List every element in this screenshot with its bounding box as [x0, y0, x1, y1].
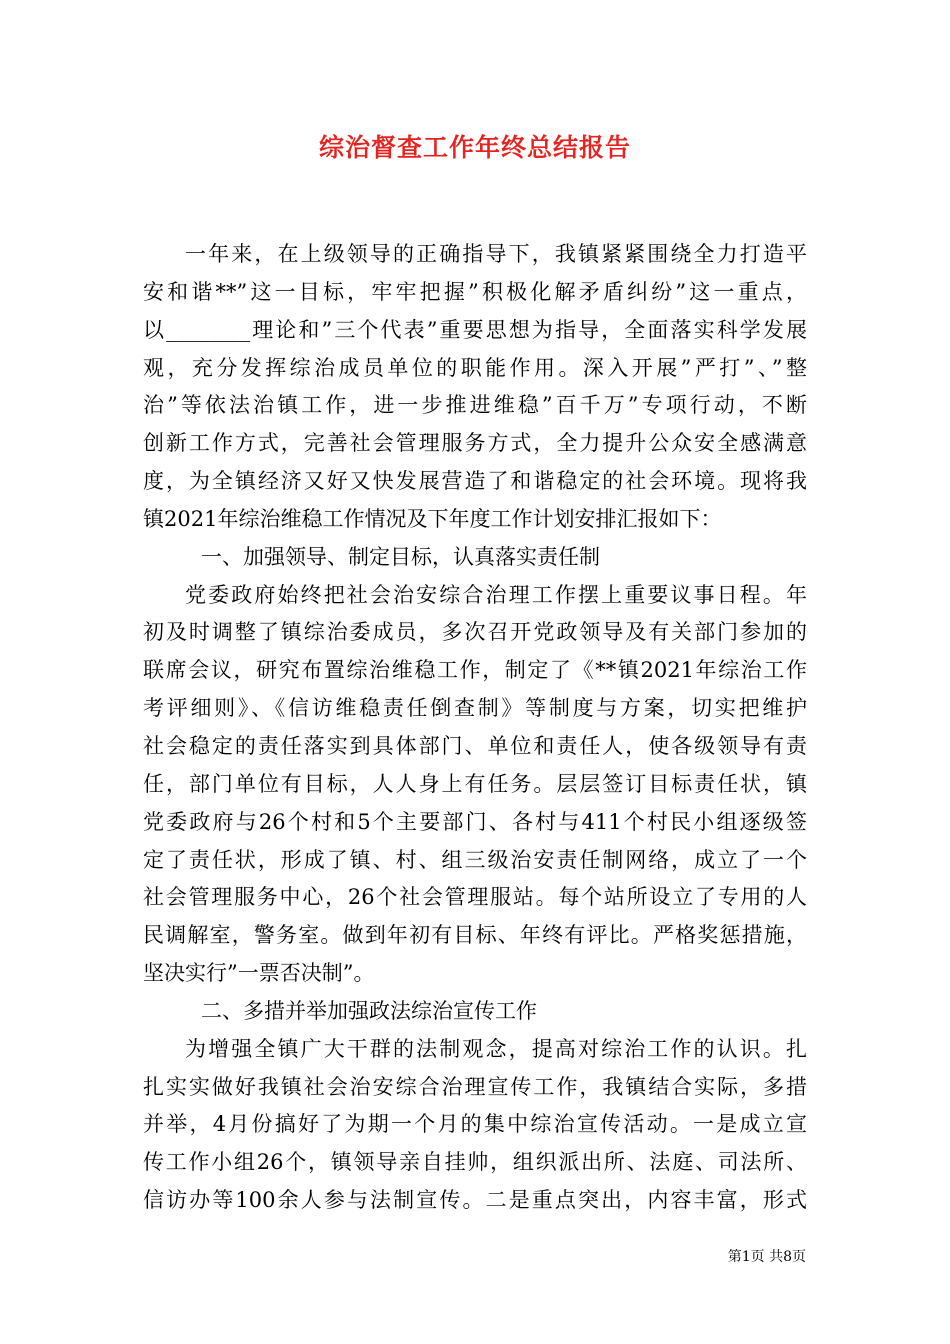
body-line: 社会稳定的责任落实到具体部门、单位和责任人，使各级领导有责: [143, 733, 807, 758]
body-line: 党委政府始终把社会治安综合治理工作摆上重要议事日程。年: [185, 582, 807, 607]
body-line: 考评细则》、《信访维稳责任倒查制》等制度与方案，切实把维护: [143, 696, 807, 721]
body-line: 并举，4月份搞好了为期一个月的集中综治宣传活动。一是成立宣: [143, 1112, 807, 1137]
body-line: 社会管理服务中心，26个社会管理服站。每个站所设立了专用的人: [143, 885, 807, 910]
body-line: 定了责任状，形成了镇、村、组三级治安责任制网络，成立了一个: [143, 847, 807, 872]
body-line: 扎实实做好我镇社会治安综合治理宣传工作，我镇结合实际，多措: [143, 1074, 807, 1099]
body-line: 初及时调整了镇综治委成员，多次召开党政领导及有关部门参加的: [143, 620, 807, 645]
document-title: 综治督查工作年终总结报告: [318, 133, 631, 162]
body-line: 为增强全镇广大干群的法制观念，提高对综治工作的认识。扎: [185, 1036, 807, 1061]
body-line: 传工作小组26个，镇领导亲自挂帅，组织派出所、法庭、司法所、: [143, 1150, 807, 1175]
body-line: 度，为全镇经济又好又快发展营造了和谐稳定的社会环境。现将我: [143, 469, 807, 494]
body-line: 治”等依法治镇工作，进一步推进维稳”百千万”专项行动，不断: [143, 393, 807, 418]
body-line: 信访办等100余人参与法制宣传。二是重点突出，内容丰富，形式: [143, 1188, 807, 1213]
document-body: [143, 236, 807, 1220]
body-line: 镇2021年综治维稳工作情况及下年度工作计划安排汇报如下：: [143, 506, 722, 531]
body-line: 坚决实行”一票否决制”。: [143, 961, 375, 986]
body-line: 以________理论和”三个代表”重要思想为指导，全面落实科学发展: [143, 317, 807, 342]
page-number: 第1页 共8页: [727, 1249, 806, 1265]
body-line: 任，部门单位有目标，人人身上有任务。层层签订目标责任状，镇: [143, 771, 807, 796]
body-line: 联席会议，研究布置综治维稳工作，制定了《**镇2021年综治工作: [143, 658, 807, 683]
body-line: 安和谐**”这一目标，牢牢把握”积极化解矛盾纠纷”这一重点，: [143, 279, 807, 304]
body-line: 党委政府与26个村和5个主要部门、各村与411个村民小组逐级签: [143, 809, 807, 834]
body-line: 民调解室，警务室。做到年初有目标、年终有评比。严格奖惩措施，: [143, 923, 807, 948]
body-line: 观，充分发挥综治成员单位的职能作用。深入开展”严打”、”整: [143, 355, 807, 380]
body-line: 一年来，在上级领导的正确指导下，我镇紧紧围绕全力打造平: [185, 242, 807, 266]
body-line: 创新工作方式，完善社会管理服务方式，全力提升公众安全感满意: [143, 431, 807, 456]
section-heading: 一、加强领导、制定目标，认真落实责任制: [201, 544, 600, 569]
section-heading: 二、多措并举加强政法综治宣传工作: [201, 998, 537, 1023]
